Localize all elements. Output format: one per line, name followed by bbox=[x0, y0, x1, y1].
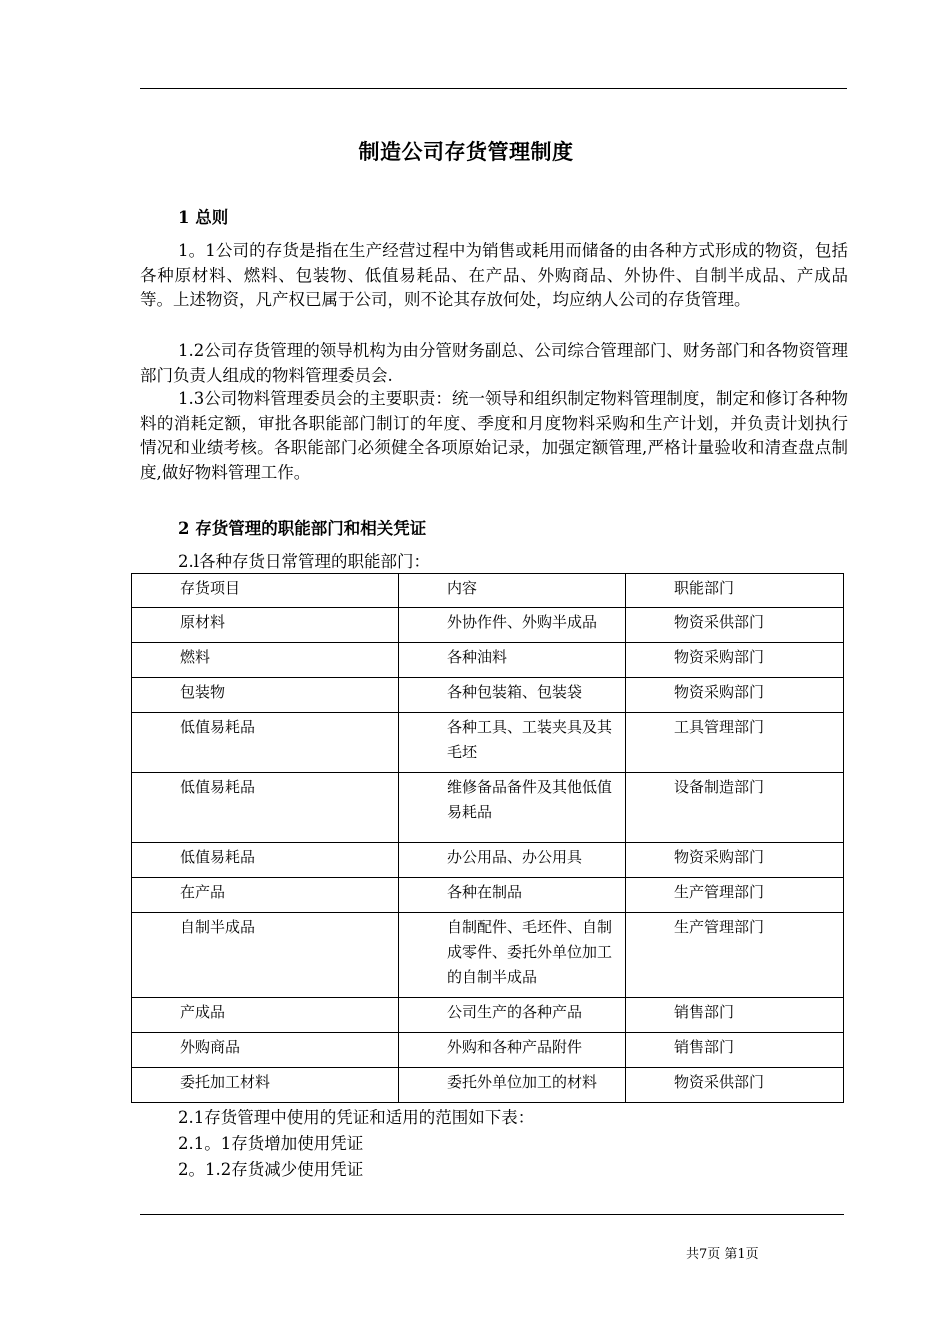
table-cell: 产成品 bbox=[132, 998, 399, 1033]
table-header-cell: 职能部门 bbox=[626, 574, 844, 608]
section-1-number: 1 bbox=[178, 208, 190, 227]
table-cell: 物资采购部门 bbox=[626, 643, 844, 678]
table-cell: 原材料 bbox=[132, 608, 399, 643]
table-cell: 维修备品备件及其他低值易耗品 bbox=[399, 773, 626, 843]
section-1-title: 总则 bbox=[189, 208, 229, 227]
table-cell: 公司生产的各种产品 bbox=[399, 998, 626, 1033]
document-title: 制造公司存货管理制度 bbox=[358, 140, 574, 164]
table-cell: 设备制造部门 bbox=[626, 773, 844, 843]
table-row bbox=[132, 913, 844, 998]
table-cell: 外购和各种产品附件 bbox=[399, 1033, 626, 1068]
table-cell: 生产管理部门 bbox=[626, 878, 844, 913]
table-header-cell: 存货项目 bbox=[132, 574, 399, 608]
table-cell: 外协作件、外购半成品 bbox=[399, 608, 626, 643]
table-cell: 物资采供部门 bbox=[626, 1068, 844, 1103]
section-2-title: 存货管理的职能部门和相关凭证 bbox=[189, 519, 427, 538]
table-row bbox=[132, 878, 844, 913]
table-row bbox=[132, 1033, 844, 1068]
inventory-department-table bbox=[131, 573, 844, 1103]
header-rule bbox=[140, 88, 847, 89]
table-row bbox=[132, 608, 844, 643]
table-cell: 物资采购部门 bbox=[626, 843, 844, 878]
table-cell: 各种油料 bbox=[399, 643, 626, 678]
table-cell: 办公用品、办公用具 bbox=[399, 843, 626, 878]
paragraph-1-2: 1.2公司存货管理的领导机构为由分管财务副总、公司综合管理部门、财务部门和各物资管理部门负责人组成的物料管理委员会. bbox=[140, 341, 848, 385]
table-header-cell: 内容 bbox=[399, 574, 626, 608]
table-row bbox=[132, 713, 844, 773]
table-cell: 燃料 bbox=[132, 643, 399, 678]
paragraph-2-1: 2.1存货管理中使用的凭证和适用的范围如下表： bbox=[178, 1108, 535, 1127]
table-row bbox=[132, 773, 844, 843]
table-cell: 销售部门 bbox=[626, 998, 844, 1033]
paragraph-2-1-2: 2。1.2存货减少使用凭证 bbox=[178, 1160, 364, 1179]
section-2-heading bbox=[178, 515, 426, 539]
table-cell: 各种在制品 bbox=[399, 878, 626, 913]
table-cell: 包装物 bbox=[132, 678, 399, 713]
table-cell: 自制半成品 bbox=[132, 913, 399, 998]
table-cell: 各种工具、工装夹具及其毛坯 bbox=[399, 713, 626, 773]
page-footer: 共7页 第1页 bbox=[686, 1247, 759, 1262]
table-cell: 外购商品 bbox=[132, 1033, 399, 1068]
table-caption: 2.l各种存货日常管理的职能部门： bbox=[178, 552, 431, 571]
table-cell: 委托外单位加工的材料 bbox=[399, 1068, 626, 1103]
paragraph-2-1-1: 2.1。1存货增加使用凭证 bbox=[178, 1134, 364, 1153]
table-row bbox=[132, 643, 844, 678]
table-row bbox=[132, 678, 844, 713]
paragraph-1-3: 1.3公司物料管理委员会的主要职责：统一领导和组织制定物料管理制度，制定和修订各种物料的消耗定额，审批各职能部门制订的年度、季度和月度物料采购和生产计划，并负责计划执行情况和业绩考核。各职能部门必须健全各项原始记录，加强定额管理,严格计量验收和清查盘点制度,做好物料管理工作。 bbox=[140, 389, 848, 482]
table-cell: 低值易耗品 bbox=[132, 843, 399, 878]
table-row bbox=[132, 1068, 844, 1103]
section-1-heading bbox=[178, 204, 228, 228]
footer-rule bbox=[140, 1214, 844, 1215]
paragraph-1-1: 1。1公司的存货是指在生产经营过程中为销售或耗用而储备的由各种方式形成的物资，包括各种原材料、燃料、包装物、低值易耗品、在产品、外购商品、外协件、自制半成品、产成品等。上述物资，凡产权已属于公司，则不论其存放何处，均应纳人公司的存货管理。 bbox=[140, 241, 848, 310]
table-cell: 自制配件、毛坯件、自制成零件、委托外单位加工的自制半成品 bbox=[399, 913, 626, 998]
table-cell: 生产管理部门 bbox=[626, 913, 844, 998]
table-row bbox=[132, 998, 844, 1033]
table-cell: 销售部门 bbox=[626, 1033, 844, 1068]
table-row bbox=[132, 843, 844, 878]
table-cell: 工具管理部门 bbox=[626, 713, 844, 773]
section-2-number: 2 bbox=[178, 519, 190, 538]
table-cell: 委托加工材料 bbox=[132, 1068, 399, 1103]
table-cell: 低值易耗品 bbox=[132, 773, 399, 843]
table-cell: 物资采供部门 bbox=[626, 608, 844, 643]
table-cell: 低值易耗品 bbox=[132, 713, 399, 773]
table-cell: 物资采购部门 bbox=[626, 678, 844, 713]
table-cell: 在产品 bbox=[132, 878, 399, 913]
table-header-row bbox=[132, 574, 844, 608]
table-cell: 各种包装箱、包装袋 bbox=[399, 678, 626, 713]
